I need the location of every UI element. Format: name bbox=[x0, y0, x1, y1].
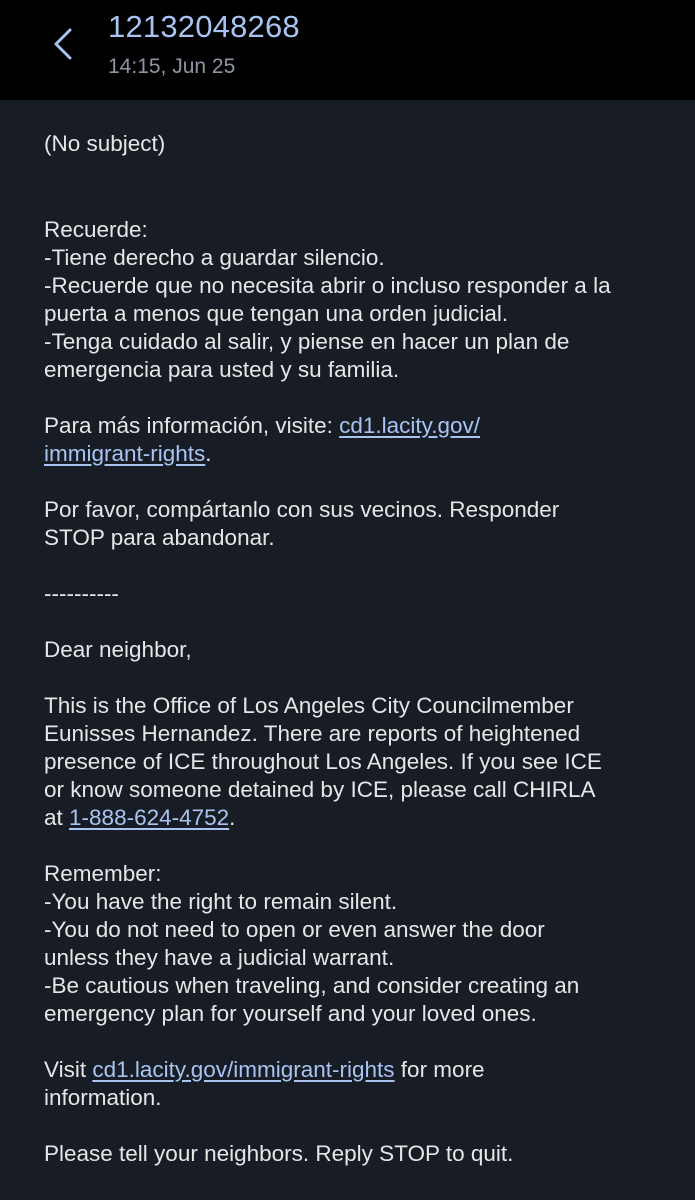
en-line: unless they have a judicial warrant. bbox=[44, 945, 395, 970]
en-paragraph-line: or know someone detained by ICE, please call CHIRLA bbox=[44, 777, 596, 802]
back-button[interactable] bbox=[46, 24, 82, 64]
es-line: -Tenga cuidado al salir, y piense en hacer un plan de bbox=[44, 329, 570, 354]
en-link[interactable]: cd1.lacity.gov/immigrant-rights bbox=[92, 1057, 395, 1082]
en-visit-suffix: for more bbox=[394, 1057, 485, 1082]
es-info-suffix: . bbox=[205, 441, 212, 466]
en-phone-suffix: . bbox=[229, 805, 236, 830]
en-line: emergency plan for yourself and your loved ones. bbox=[44, 1001, 537, 1026]
en-paragraph-line: Eunisses Hernandez. There are reports of heightened bbox=[44, 721, 581, 746]
es-line: -Recuerde que no necesita abrir o incluso responder a la bbox=[44, 273, 611, 298]
es-info-prefix: Para más información, visite: bbox=[44, 413, 340, 438]
sender-number: 12132048268 bbox=[108, 9, 300, 44]
message-timestamp: 14:15, Jun 25 bbox=[108, 55, 236, 78]
en-line: -You have the right to remain silent. bbox=[44, 889, 398, 914]
es-share-line: STOP para abandonar. bbox=[44, 525, 275, 550]
es-link-continued[interactable]: immigrant-rights bbox=[44, 441, 206, 466]
divider-text: ---------- bbox=[44, 581, 119, 606]
es-link[interactable]: cd1.lacity.gov/ bbox=[339, 413, 481, 438]
es-line: -Tiene derecho a guardar silencio. bbox=[44, 245, 385, 270]
en-phone-prefix: at bbox=[44, 805, 70, 830]
en-heading: Remember: bbox=[44, 861, 162, 886]
es-info-line bbox=[44, 412, 669, 440]
en-paragraph-line: This is the Office of Los Angeles City Councilmember bbox=[44, 693, 574, 718]
en-line: -Be cautious when traveling, and consider creating an bbox=[44, 973, 580, 998]
es-line: emergencia para usted y su familia. bbox=[44, 357, 400, 382]
en-line: -You do not need to open or even answer the door bbox=[44, 917, 545, 942]
message-text bbox=[44, 130, 669, 1168]
en-visit-line-2: information. bbox=[44, 1085, 162, 1110]
phone-link[interactable]: 1-888-624-4752 bbox=[69, 805, 230, 830]
en-visit-line bbox=[44, 1056, 669, 1084]
message-subject: (No subject) bbox=[44, 131, 166, 156]
en-visit-prefix: Visit bbox=[44, 1057, 93, 1082]
en-phone-line bbox=[44, 804, 669, 832]
chevron-left-icon bbox=[46, 24, 82, 64]
app-header bbox=[0, 0, 695, 100]
en-final-line: Please tell your neighbors. Reply STOP to quit. bbox=[44, 1141, 514, 1166]
es-line: puerta a menos que tengan una orden judicial. bbox=[44, 301, 509, 326]
es-heading: Recuerde: bbox=[44, 217, 148, 242]
en-paragraph-line: presence of ICE throughout Los Angeles. If you see ICE bbox=[44, 749, 602, 774]
es-info-line-2 bbox=[44, 440, 669, 468]
es-share-line: Por favor, compártanlo con sus vecinos. Responder bbox=[44, 497, 560, 522]
en-greeting: Dear neighbor, bbox=[44, 637, 192, 662]
